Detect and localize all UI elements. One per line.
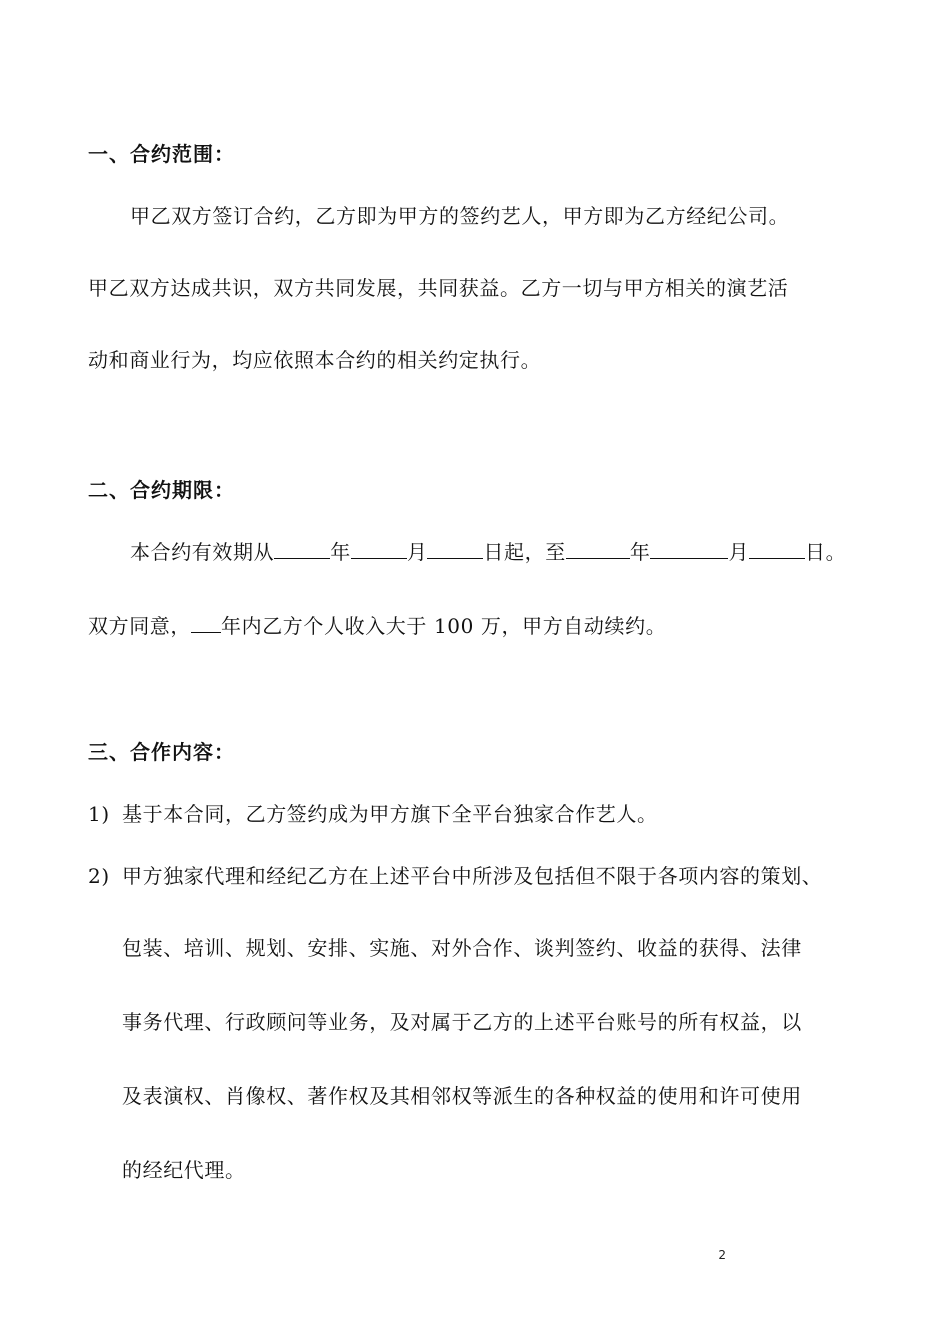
renewal-line <box>88 612 666 640</box>
end-day-blank[interactable] <box>749 538 805 559</box>
term-prefix: 本合约有效期从 <box>130 540 275 564</box>
start-day-blank[interactable] <box>427 538 483 559</box>
term-day-label: 日起，至 <box>483 540 566 564</box>
end-year-blank[interactable] <box>566 538 630 559</box>
term-month-label: 月 <box>728 540 750 564</box>
list-item <box>88 800 658 828</box>
list-item-continuation: 事务代理、行政顾问等业务，及对属于乙方的上述平台账号的所有权益，以 <box>122 1010 802 1034</box>
start-month-blank[interactable] <box>351 538 407 559</box>
renewal-years-blank[interactable] <box>191 612 221 633</box>
list-item-continuation: 及表演权、肖像权、著作权及其相邻权等派生的各种权益的使用和许可使用 <box>122 1084 802 1108</box>
section-heading-term: 二、合约期限： <box>88 478 235 502</box>
list-item-number: 1) <box>88 802 110 826</box>
section-heading-scope: 一、合约范围： <box>88 142 235 166</box>
term-line <box>130 538 846 566</box>
section-heading-content: 三、合作内容： <box>88 740 235 764</box>
paragraph-line: 甲乙双方签订合约，乙方即为甲方的签约艺人，甲方即为乙方经纪公司。 <box>130 204 790 228</box>
term-day-label: 日。 <box>805 540 847 564</box>
paragraph-line: 甲乙双方达成共识，双方共同发展，共同获益。乙方一切与甲方相关的演艺活 <box>88 276 789 300</box>
list-item-text: 甲方独家代理和经纪乙方在上述平台中所涉及包括但不限于各项内容的策划、 <box>122 864 823 888</box>
paragraph-line: 动和商业行为，均应依照本合约的相关约定执行。 <box>88 348 542 372</box>
list-item-number: 2) <box>88 864 110 888</box>
list-item <box>88 862 822 890</box>
term-year-label: 年 <box>330 540 351 564</box>
page-number: 2 <box>718 1248 726 1262</box>
list-item-text: 基于本合同，乙方签约成为甲方旗下全平台独家合作艺人。 <box>122 802 658 826</box>
list-item-continuation: 的经纪代理。 <box>122 1158 246 1182</box>
list-item-continuation: 包装、培训、规划、安排、实施、对外合作、谈判签约、收益的获得、法律 <box>122 936 802 960</box>
renewal-suffix: 年内乙方个人收入大于 100 万，甲方自动续约。 <box>221 614 667 638</box>
term-year-label: 年 <box>629 540 651 564</box>
end-month-blank[interactable] <box>650 538 728 559</box>
term-month-label: 月 <box>406 540 428 564</box>
renewal-prefix: 双方同意， <box>88 614 191 638</box>
start-year-blank[interactable] <box>274 538 330 559</box>
